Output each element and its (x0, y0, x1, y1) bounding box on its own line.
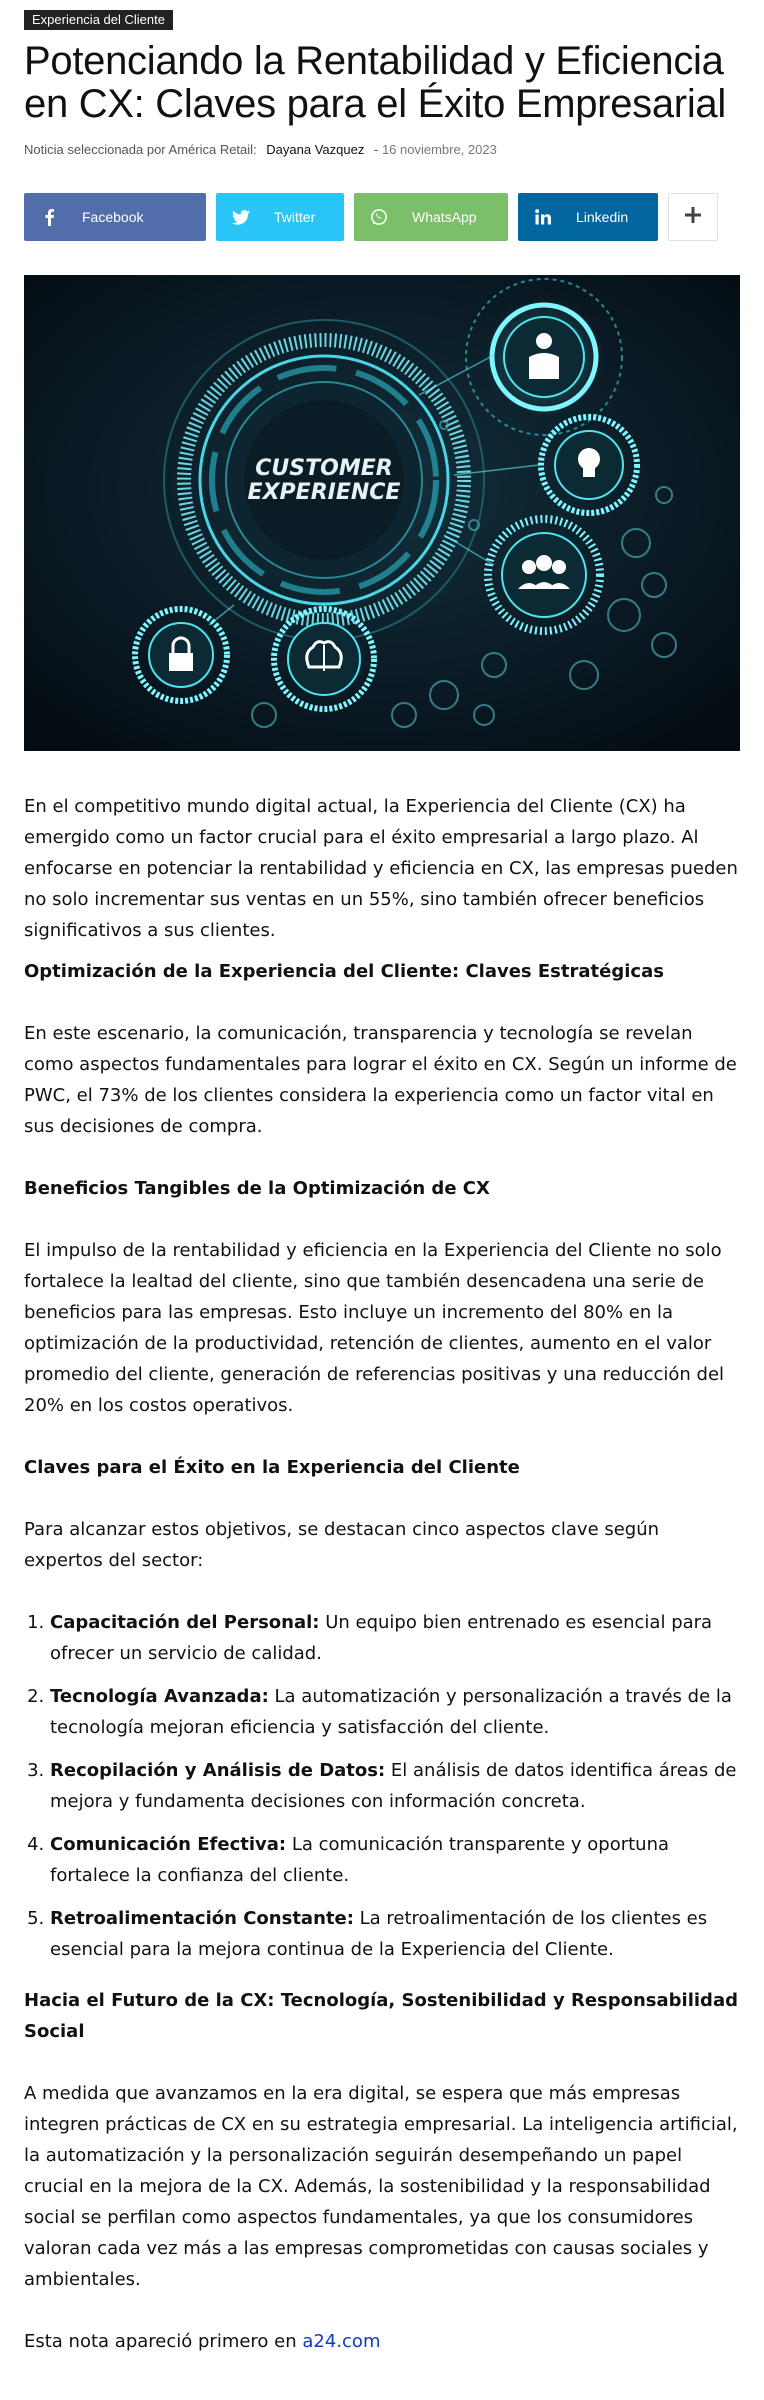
share-twitter-button[interactable] (216, 193, 344, 241)
paragraph-1: En este escenario, la comunicación, transparencia y tecnología se revelan como aspectos fundamentales para lograr el éxito en CX. Según un informe de PWC, el 73% de los clientes considera la experiencia como un factor vital en sus decisiones de compra. (24, 1023, 737, 1137)
share-whatsapp-label: WhatsApp (412, 209, 477, 225)
article-meta (24, 142, 740, 157)
meta-prefix: Noticia seleccionada por América Retail: (24, 142, 257, 157)
intro-paragraph: En el competitivo mundo digital actual, la Experiencia del Cliente (CX) ha emergido como un factor crucial para el éxito empresarial a largo plazo. Al enfocarse en potenciar la rentabilidad y eficiencia en CX, las empresas pueden no solo incrementar sus ventas en un 55%, sino también ofrecer beneficios significativos a sus clientes. (24, 796, 738, 941)
paragraph-2: El impulso de la rentabilidad y eficiencia en la Experiencia del Cliente no solo fortalece la lealtad del cliente, sino que también desencadena una serie de beneficios para las empresas. Esto incluye un incremento del 80% en la optimización de la productividad, retención de clientes, aumento en el valor promedio del cliente, generación de referencias positivas y una reducción del 20% en los costos operativos. (24, 1240, 725, 1416)
share-facebook-button[interactable] (24, 193, 206, 241)
list-item-text: La automatización y personalización a través de la tecnología mejoran eficiencia y satisfacción del cliente. (50, 1686, 732, 1738)
list-item (50, 1681, 740, 1743)
section-heading-3: Claves para el Éxito en la Experiencia del Cliente (24, 1457, 520, 1478)
plus-icon (685, 207, 701, 227)
share-linkedin-button[interactable] (518, 193, 658, 241)
meta-separator: - (373, 142, 379, 157)
share-whatsapp-button[interactable] (354, 193, 508, 241)
source-note (24, 2326, 740, 2357)
list-item-text: La comunicación transparente y oportuna fortalece la confianza del cliente. (50, 1834, 670, 1886)
hero-image (24, 275, 740, 751)
list-item (50, 1829, 740, 1891)
hero-line2: EXPERIENCE (247, 480, 401, 505)
facebook-icon (24, 193, 74, 241)
section-heading-4: Hacia el Futuro de la CX: Tecnología, Sostenibilidad y Responsabilidad Social (24, 1990, 738, 2042)
list-item-text: Un equipo bien entrenado es esencial para ofrecer un servicio de calidad. (50, 1612, 713, 1664)
key-aspects-list (24, 1607, 740, 1965)
whatsapp-icon (354, 193, 404, 241)
author-link[interactable]: Dayana Vazquez (266, 142, 365, 157)
article-title: Potenciando la Rentabilidad y Eficiencia en CX: Claves para el Éxito Empresarial (24, 39, 726, 126)
source-link[interactable]: a24.com (302, 2331, 381, 2352)
share-linkedin-label: Linkedin (576, 209, 629, 225)
publish-date: 16 noviembre, 2023 (381, 142, 497, 157)
share-twitter-label: Twitter (274, 209, 316, 225)
list-item (50, 1903, 740, 1965)
list-item-term: Capacitación del Personal: (50, 1612, 320, 1633)
source-prefix: Esta nota apareció primero en (24, 2331, 303, 2352)
list-item-term: Tecnología Avanzada: (50, 1686, 269, 1707)
hero-line1: CUSTOMER (255, 456, 393, 481)
paragraph-4: A medida que avanzamos en la era digital, se espera que más empresas integren prácticas de CX en su estrategia empresarial. La inteligencia artificial, la automatización y la personalización seguirán desempeñando un papel crucial en la mejora de la CX. Además, la sostenibilidad y la responsabilidad social se perfilan como aspectos fundamentales, ya que los consumidores valoran cada vez más a las empresas comprometidas con causas sociales y ambientales. (24, 2083, 738, 2290)
share-more-button[interactable] (668, 193, 718, 241)
list-item (50, 1607, 740, 1669)
list-item-term: Comunicación Efectiva: (50, 1834, 287, 1855)
share-facebook-label: Facebook (82, 209, 144, 225)
list-item-term: Recopilación y Análisis de Datos: (50, 1760, 386, 1781)
category-tag[interactable]: Experiencia del Cliente (24, 10, 173, 30)
paragraph-3: Para alcanzar estos objetivos, se destacan cinco aspectos clave según expertos del sector: (24, 1519, 660, 1571)
section-heading-2: Beneficios Tangibles de la Optimización de CX (24, 1178, 490, 1199)
list-item-text: El análisis de datos identifica áreas de mejora y fundamenta decisiones con información concreta. (50, 1760, 737, 1812)
list-item-text: La retroalimentación de los clientes es esencial para la mejora continua de la Experiencia del Cliente. (50, 1908, 708, 1960)
linkedin-icon (518, 193, 568, 241)
article-body (24, 791, 740, 2357)
list-item-term: Retroalimentación Constante: (50, 1908, 354, 1929)
list-item (50, 1755, 740, 1817)
share-bar (24, 193, 740, 241)
section-heading-1: Optimización de la Experiencia del Cliente: Claves Estratégicas (24, 961, 664, 982)
twitter-icon (216, 193, 266, 241)
